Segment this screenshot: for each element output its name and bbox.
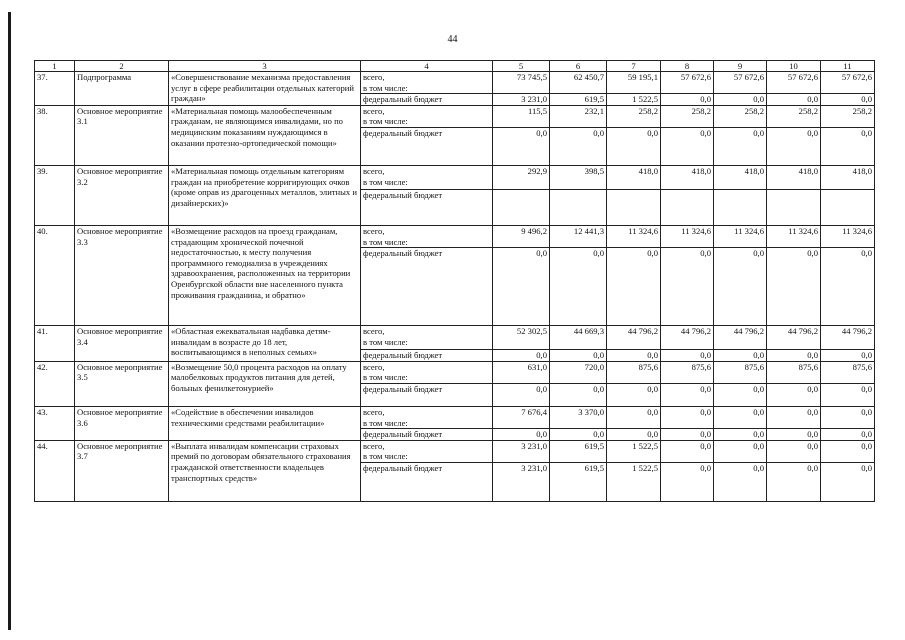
value-cell: 0,0 (714, 462, 767, 501)
row-type: Подпрограмма (75, 72, 169, 106)
row-type: Основное мероприятие 3.2 (75, 165, 169, 225)
value-cell: 418,0 (661, 165, 714, 189)
value-cell: 59 195,1 (607, 72, 661, 94)
value-cell: 0,0 (607, 248, 661, 326)
value-cell: 418,0 (714, 165, 767, 189)
value-cell: 62 450,7 (550, 72, 607, 94)
value-cell: 0,0 (661, 350, 714, 362)
column-number-header: 4 (361, 61, 493, 72)
value-cell: 0,0 (493, 383, 550, 406)
value-cell: 3 231,0 (493, 94, 550, 106)
value-cell (821, 189, 875, 225)
value-cell (493, 189, 550, 225)
value-cell: 0,0 (767, 127, 821, 165)
row-name: «Содействие в обеспечении инвалидов техническими средствами реабилитации» (169, 406, 361, 440)
value-cell: 1 522,5 (607, 462, 661, 501)
funding-source: всего, в том числе: (361, 72, 493, 94)
value-cell: 0,0 (550, 429, 607, 441)
table-header-row (35, 61, 875, 72)
value-cell: 57 672,6 (821, 72, 875, 94)
table-row (35, 72, 875, 94)
value-cell: 0,0 (821, 462, 875, 501)
value-cell: 0,0 (714, 127, 767, 165)
value-cell: 0,0 (714, 383, 767, 406)
column-number-header: 5 (493, 61, 550, 72)
value-cell: 0,0 (714, 350, 767, 362)
column-number-header: 7 (607, 61, 661, 72)
funding-source: всего, в том числе: (361, 105, 493, 127)
value-cell: 258,2 (821, 105, 875, 127)
row-type: Основное мероприятие 3.7 (75, 440, 169, 501)
value-cell: 0,0 (493, 429, 550, 441)
value-cell: 0,0 (767, 462, 821, 501)
funding-source: всего, в том числе: (361, 225, 493, 247)
funding-source: всего, в том числе: (361, 440, 493, 462)
value-cell: 0,0 (607, 127, 661, 165)
scan-edge-line (8, 12, 11, 630)
table-row (35, 225, 875, 247)
row-name: «Возмещение расходов на проезд гражданам, страдающим хронической почечной недостаточностью, к месту получения программного гемодиализа в учреждениях здравоохранения, расположенных на территории Оренбургской области вне населенного пункта проживания гражданина, и обратно» (169, 225, 361, 325)
value-cell: 292,9 (493, 165, 550, 189)
value-cell: 9 496,2 (493, 225, 550, 247)
value-cell: 0,0 (821, 94, 875, 106)
value-cell (550, 189, 607, 225)
value-cell: 0,0 (767, 94, 821, 106)
value-cell: 115,5 (493, 105, 550, 127)
value-cell: 720,0 (550, 361, 607, 383)
column-number-header: 10 (767, 61, 821, 72)
value-cell: 57 672,6 (661, 72, 714, 94)
value-cell: 0,0 (767, 429, 821, 441)
table-row (35, 105, 875, 127)
value-cell: 11 324,6 (767, 225, 821, 247)
row-type: Основное мероприятие 3.1 (75, 105, 169, 165)
value-cell: 418,0 (821, 165, 875, 189)
value-cell: 44 669,3 (550, 326, 607, 350)
column-number-header: 8 (661, 61, 714, 72)
column-number-header: 3 (169, 61, 361, 72)
value-cell (714, 189, 767, 225)
value-cell: 0,0 (661, 383, 714, 406)
value-cell: 0,0 (821, 383, 875, 406)
value-cell: 875,6 (821, 361, 875, 383)
value-cell: 3 231,0 (493, 462, 550, 501)
funding-source: федеральный бюджет (361, 189, 493, 225)
row-name: «Возмещение 50,0 процента расходов на оплату малобелковых продуктов питания для детей, больных фенилкетонурией» (169, 361, 361, 406)
funding-source: всего, в том числе: (361, 406, 493, 428)
value-cell: 875,6 (661, 361, 714, 383)
table-row (35, 440, 875, 462)
value-cell: 11 324,6 (821, 225, 875, 247)
row-type: Основное мероприятие 3.4 (75, 326, 169, 362)
value-cell: 0,0 (493, 248, 550, 326)
row-number: 37. (35, 72, 75, 106)
column-number-header: 2 (75, 61, 169, 72)
funding-source: всего, в том числе: (361, 326, 493, 350)
value-cell: 0,0 (550, 248, 607, 326)
row-name: «Выплата инвалидам компенсации страховых премий по договорам обязательного страхования гражданской ответственности владельцев транспортных средств» (169, 440, 361, 501)
value-cell: 0,0 (767, 350, 821, 362)
value-cell: 73 745,5 (493, 72, 550, 94)
value-cell: 0,0 (767, 248, 821, 326)
value-cell: 0,0 (661, 440, 714, 462)
value-cell: 0,0 (661, 127, 714, 165)
value-cell (767, 189, 821, 225)
value-cell: 11 324,6 (607, 225, 661, 247)
value-cell: 11 324,6 (661, 225, 714, 247)
value-cell: 44 796,2 (821, 326, 875, 350)
value-cell: 11 324,6 (714, 225, 767, 247)
table-row (35, 165, 875, 189)
row-name: «Материальная помощь отдельным категориям граждан на приобретение корригирующих очков (кроме оправ из драгоценных металлов, элитных и дизайнерских)» (169, 165, 361, 225)
value-cell: 44 796,2 (767, 326, 821, 350)
value-cell: 0,0 (550, 383, 607, 406)
funding-source: федеральный бюджет (361, 127, 493, 165)
value-cell: 0,0 (767, 383, 821, 406)
value-cell (607, 189, 661, 225)
funding-source: федеральный бюджет (361, 94, 493, 106)
table-row (35, 326, 875, 350)
value-cell: 0,0 (714, 248, 767, 326)
value-cell: 44 796,2 (661, 326, 714, 350)
value-cell: 258,2 (767, 105, 821, 127)
value-cell: 57 672,6 (714, 72, 767, 94)
funding-source: федеральный бюджет (361, 429, 493, 441)
value-cell: 1 522,5 (607, 440, 661, 462)
value-cell: 418,0 (767, 165, 821, 189)
value-cell: 875,6 (607, 361, 661, 383)
column-number-header: 9 (714, 61, 767, 72)
page-number: 44 (447, 34, 458, 45)
row-name: «Областная ежекватальная надбавка детям-инвалидам в возрасте до 18 лет, воспитывающимся в неполных семьях» (169, 326, 361, 362)
funding-source: всего, в том числе: (361, 361, 493, 383)
value-cell (661, 189, 714, 225)
value-cell: 619,5 (550, 462, 607, 501)
row-number: 40. (35, 225, 75, 325)
value-cell: 0,0 (767, 406, 821, 428)
value-cell: 52 302,5 (493, 326, 550, 350)
funding-source: федеральный бюджет (361, 383, 493, 406)
value-cell: 1 522,5 (607, 94, 661, 106)
value-cell: 12 441,3 (550, 225, 607, 247)
row-number: 42. (35, 361, 75, 406)
value-cell: 0,0 (661, 429, 714, 441)
value-cell: 0,0 (821, 350, 875, 362)
row-name: «Материальная помощь малообеспеченным гражданам, не являющимся инвалидами, но по медицинским показаниям нуждающимся в оказании протезно-ортопедической помощи» (169, 105, 361, 165)
funding-source: федеральный бюджет (361, 248, 493, 326)
value-cell: 875,6 (714, 361, 767, 383)
row-number: 44. (35, 440, 75, 501)
value-cell: 0,0 (661, 462, 714, 501)
row-number: 39. (35, 165, 75, 225)
value-cell: 0,0 (550, 127, 607, 165)
column-number-header: 6 (550, 61, 607, 72)
value-cell: 0,0 (607, 429, 661, 441)
row-number: 43. (35, 406, 75, 440)
value-cell: 0,0 (493, 350, 550, 362)
value-cell: 0,0 (767, 440, 821, 462)
value-cell: 0,0 (550, 350, 607, 362)
table-row (35, 361, 875, 383)
value-cell: 631,0 (493, 361, 550, 383)
value-cell: 0,0 (821, 429, 875, 441)
value-cell: 619,5 (550, 94, 607, 106)
value-cell: 258,2 (607, 105, 661, 127)
row-type: Основное мероприятие 3.6 (75, 406, 169, 440)
value-cell: 398,5 (550, 165, 607, 189)
row-type: Основное мероприятие 3.5 (75, 361, 169, 406)
funding-source: всего, в том числе: (361, 165, 493, 189)
value-cell: 418,0 (607, 165, 661, 189)
funding-source: федеральный бюджет (361, 462, 493, 501)
value-cell: 0,0 (821, 406, 875, 428)
value-cell: 0,0 (607, 406, 661, 428)
funding-source: федеральный бюджет (361, 350, 493, 362)
value-cell: 258,2 (661, 105, 714, 127)
value-cell: 0,0 (821, 127, 875, 165)
value-cell: 0,0 (607, 350, 661, 362)
column-number-header: 11 (821, 61, 875, 72)
value-cell: 619,5 (550, 440, 607, 462)
value-cell: 0,0 (607, 383, 661, 406)
budget-table (34, 60, 875, 502)
value-cell: 0,0 (661, 248, 714, 326)
value-cell: 0,0 (714, 406, 767, 428)
value-cell: 57 672,6 (767, 72, 821, 94)
value-cell: 0,0 (714, 440, 767, 462)
value-cell: 875,6 (767, 361, 821, 383)
value-cell: 7 676,4 (493, 406, 550, 428)
value-cell: 0,0 (821, 248, 875, 326)
value-cell: 0,0 (661, 94, 714, 106)
value-cell: 0,0 (714, 94, 767, 106)
value-cell: 0,0 (661, 406, 714, 428)
value-cell: 44 796,2 (714, 326, 767, 350)
column-number-header: 1 (35, 61, 75, 72)
value-cell: 0,0 (821, 440, 875, 462)
row-number: 38. (35, 105, 75, 165)
row-number: 41. (35, 326, 75, 362)
value-cell: 232,1 (550, 105, 607, 127)
row-name: «Совершенствование механизма предоставления услуг в сфере реабилитации отдельных категорий граждан» (169, 72, 361, 106)
value-cell: 0,0 (714, 429, 767, 441)
value-cell: 258,2 (714, 105, 767, 127)
value-cell: 44 796,2 (607, 326, 661, 350)
value-cell: 0,0 (493, 127, 550, 165)
table-row (35, 406, 875, 428)
row-type: Основное мероприятие 3.3 (75, 225, 169, 325)
value-cell: 3 231,0 (493, 440, 550, 462)
value-cell: 3 370,0 (550, 406, 607, 428)
